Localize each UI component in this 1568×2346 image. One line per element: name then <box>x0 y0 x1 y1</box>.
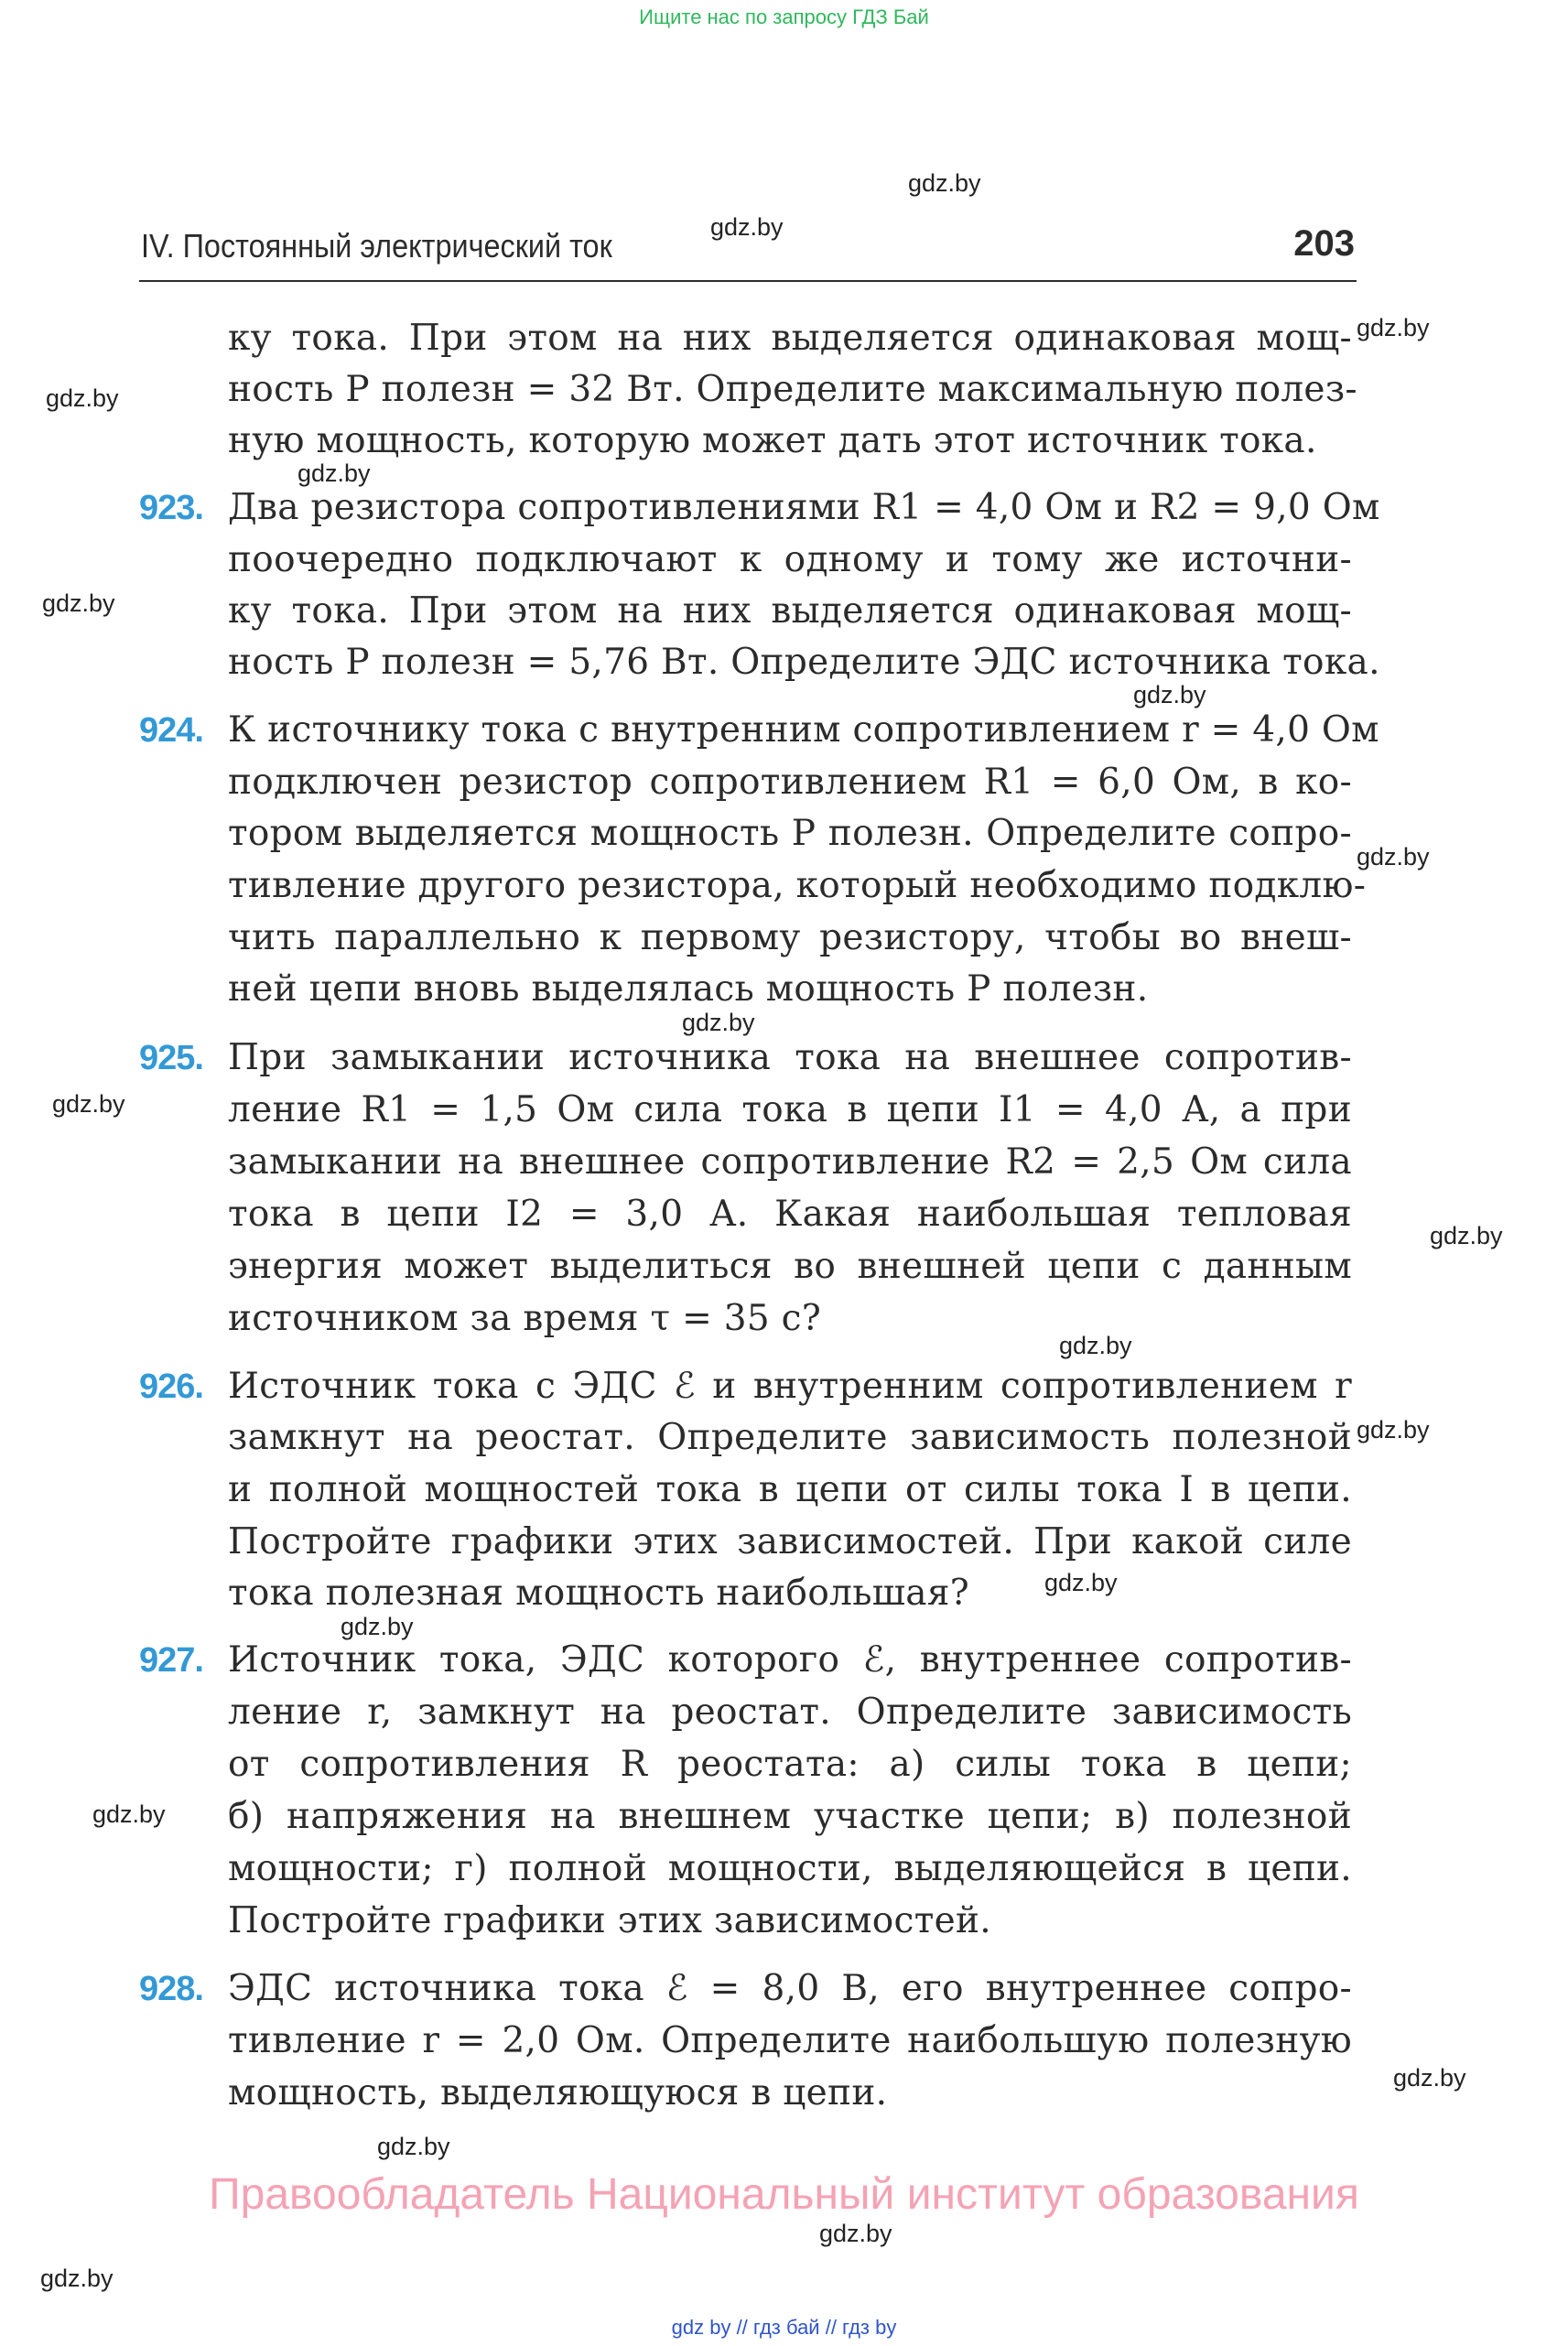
watermark: gdz.by <box>1357 1416 1430 1443</box>
text-line: и полной мощностей тока в цепи от силы тока I в цепи. <box>228 1469 1352 1510</box>
text-line: от сопротивления R реостата: а) силы тока в цепи; <box>228 1744 1352 1785</box>
text-line: тором выделяется мощность P полезн. Определите сопро- <box>228 813 1352 854</box>
watermark: gdz.by <box>908 169 981 197</box>
text-line: Постройте графики этих зависимостей. <box>228 1900 991 1941</box>
text-line: При замыкании источника тока на внешнее сопротив- <box>228 1037 1352 1078</box>
problem-number: 928. <box>139 1970 203 2008</box>
problem-number: 923. <box>139 489 203 527</box>
text-line: Источник тока с ЭДС ℰ и внутренним сопротивлением r <box>228 1366 1352 1407</box>
text-line: поочередно подключают к одному и тому же источни- <box>228 539 1352 580</box>
text-line: К источнику тока с внутренним сопротивлением r = 4,0 Ом <box>228 709 1379 751</box>
watermark: gdz.by <box>40 2265 114 2292</box>
watermark: gdz.by <box>42 589 115 617</box>
text-line: тивление другого резистора, который необходимо подклю- <box>228 865 1367 906</box>
footer-links[interactable]: gdz by // гдз бай // гдз by <box>671 2316 897 2339</box>
watermark: gdz.by <box>1059 1332 1132 1359</box>
text-line: тивление r = 2,0 Ом. Определите наибольшую полезную <box>228 2020 1352 2061</box>
text-line: Постройте графики этих зависимостей. При какой силе <box>228 1521 1352 1562</box>
text-line: ЭДС источника тока ℰ = 8,0 В, его внутреннее сопро- <box>228 1968 1352 2009</box>
text-line: ней цепи вновь выделялась мощность P полезн. <box>228 968 1149 1010</box>
text-line: энергия может выделиться во внешней цепи с данным <box>228 1246 1352 1287</box>
text-line: тока в цепи I2 = 3,0 А. Какая наибольшая тепловая <box>228 1194 1352 1235</box>
watermark: gdz.by <box>1357 314 1430 341</box>
watermark: gdz.by <box>92 1800 166 1828</box>
chapter-title: IV. Постоянный электрический ток <box>141 227 612 265</box>
text-line: Источник тока, ЭДС которого ℰ, внутреннее сопротив- <box>228 1639 1352 1681</box>
text-line: ку тока. При этом на них выделяется одинаковая мощ- <box>228 590 1352 632</box>
text-line: тока полезная мощность наибольшая? <box>228 1573 969 1614</box>
watermark: gdz.by <box>1430 1222 1503 1249</box>
watermark: gdz.by <box>341 1613 414 1640</box>
watermark: gdz.by <box>1133 681 1206 708</box>
watermark: gdz.by <box>297 459 371 487</box>
text-line: Два резистора сопротивлениями R1 = 4,0 Ом и R2 = 9,0 Ом <box>228 487 1380 528</box>
watermark: gdz.by <box>1393 2064 1466 2092</box>
watermark: gdz.by <box>52 1090 125 1118</box>
text-line: подключен резистор сопротивлением R1 = 6,0 Ом, в ко- <box>228 762 1352 803</box>
problem-number: 926. <box>139 1368 203 1406</box>
watermark: gdz.by <box>819 2220 892 2247</box>
watermark: gdz.by <box>1044 1569 1118 1596</box>
watermark: gdz.by <box>377 2133 450 2160</box>
text-line: ную мощность, которую может дать этот источник тока. <box>228 420 1317 461</box>
text-line: замыкании на внешнее сопротивление R2 = 2,5 Ом сила <box>228 1141 1352 1183</box>
text-line: б) напряжения на внешнем участке цепи; в) полезной <box>228 1796 1352 1837</box>
page-number: 203 <box>1293 223 1355 264</box>
text-line: ление R1 = 1,5 Ом сила тока в цепи I1 = 4,0 А, а при <box>228 1089 1352 1130</box>
watermark: gdz.by <box>682 1009 755 1036</box>
rights-holder: Правообладатель Национальный институт образования <box>209 2170 1359 2219</box>
text-line: источником за время τ = 35 с? <box>228 1298 822 1339</box>
text-line: ность P полезн = 5,76 Вт. Определите ЭДС источника тока. <box>228 642 1380 683</box>
problem-number: 925. <box>139 1039 203 1077</box>
watermark: gdz.by <box>710 213 784 241</box>
search-banner: Ищите нас по запросу ГДЗ Бай <box>639 5 929 28</box>
text-line: замкнут на реостат. Определите зависимость полезной <box>228 1417 1352 1458</box>
watermark: gdz.by <box>46 384 119 412</box>
text-line: ку тока. При этом на них выделяется одинаковая мощ- <box>228 318 1352 359</box>
problem-number: 924. <box>139 711 203 750</box>
problem-number: 927. <box>139 1641 203 1680</box>
text-line: ление r, замкнут на реостат. Определите зависимость <box>228 1692 1352 1733</box>
text-line: мощность, выделяющуюся в цепи. <box>228 2072 888 2114</box>
text-line: мощности; г) полной мощности, выделяющейся в цепи. <box>228 1848 1352 1889</box>
text-line: ность P полезн = 32 Вт. Определите максимальную полез- <box>228 369 1357 410</box>
text-line: чить параллельно к первому резистору, чтобы во внеш- <box>228 917 1352 958</box>
watermark: gdz.by <box>1357 843 1430 870</box>
